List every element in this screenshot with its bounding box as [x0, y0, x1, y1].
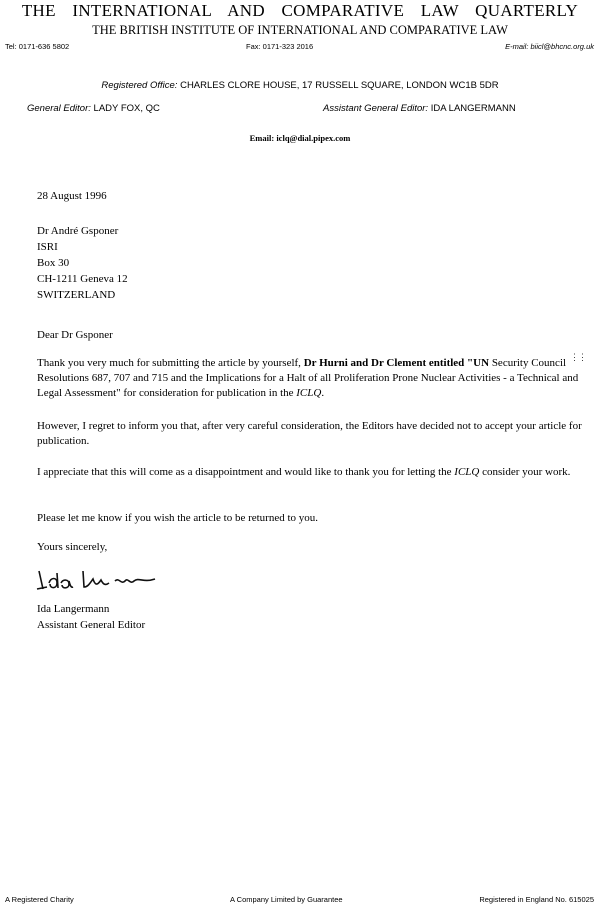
assistant-editor	[323, 103, 516, 114]
closing: Yours sincerely,	[37, 541, 108, 553]
footer-charity: A Registered Charity	[5, 895, 74, 904]
journal-masthead: THE INTERNATIONAL AND COMPARATIVE LAW QUARTERLY	[21, 1, 579, 20]
journal-abbreviation: ICLQ	[296, 387, 322, 399]
telephone-number: Tel: 0171-636 5802	[5, 42, 70, 51]
paragraph-text: Thank you very much for submitting the article by yourself,	[37, 357, 301, 369]
paragraph-text: consider your work.	[482, 466, 571, 478]
paragraph-text: I appreciate that this will come as a disappointment and would like to thank you for letting the	[37, 466, 452, 478]
signature	[35, 565, 160, 595]
address-line: Box 30	[37, 257, 70, 269]
paragraph-text: Security Council Resolutions 687, 707 and 715 and the Implications for a Halt of all Proliferation Prone Nuclear Activities - a Technical and Legal Assessment" for consideration for publication in the	[37, 357, 579, 399]
paragraph-return-request: Please let me know if you wish the article to be returned to you.	[37, 512, 319, 524]
letter-date: 28 August 1996	[37, 190, 107, 202]
signer-name: Ida Langermann	[37, 603, 110, 615]
co-authors-text: Dr Hurni and Dr Clement entitled "UN	[303, 357, 490, 369]
footer-company: A Company Limited by Guarantee	[230, 895, 343, 904]
recipient-address	[37, 223, 128, 303]
paragraph-rejection: However, I regret to inform you that, after very careful consideration, the Editors have decided not to accept your article for publication.	[37, 420, 582, 447]
registered-office	[0, 80, 600, 91]
signature-block	[37, 601, 145, 633]
journal-abbreviation: ICLQ	[454, 466, 480, 478]
signer-title: Assistant General Editor	[37, 619, 146, 631]
assistant-editor-label: Assistant General Editor:	[323, 103, 429, 114]
header-email: E-mail: biicl@bhcnc.org.uk	[505, 42, 594, 51]
general-editor	[27, 103, 160, 114]
registered-office-label: Registered Office:	[101, 80, 178, 91]
registered-office-address: CHARLES CLORE HOUSE, 17 RUSSELL SQUARE, LONDON WC1B 5DR	[180, 80, 499, 91]
paragraph-text: .	[321, 387, 325, 399]
scan-noise-mark: ⋮⋮	[570, 352, 586, 362]
paragraph-appreciation	[37, 465, 587, 480]
general-editor-label: General Editor:	[27, 103, 91, 114]
footer-registration: Registered in England No. 615025	[479, 895, 594, 904]
journal-email: Email: iclq@dial.pipex.com	[249, 133, 351, 143]
salutation: Dear Dr Gsponer	[37, 329, 113, 341]
general-editor-name: LADY FOX, QC	[93, 103, 160, 114]
address-line: Dr André Gsponer	[37, 225, 119, 237]
fax-number: Fax: 0171-323 2016	[246, 42, 314, 51]
address-line: SWITZERLAND	[37, 289, 116, 301]
paragraph-submission	[37, 356, 587, 401]
address-line: ISRI	[37, 241, 58, 253]
address-line: CH-1211 Geneva 12	[37, 273, 128, 285]
assistant-editor-name: IDA LANGERMANN	[430, 103, 516, 114]
institute-name: THE BRITISH INSTITUTE OF INTERNATIONAL AND COMPARATIVE LAW	[92, 23, 508, 37]
